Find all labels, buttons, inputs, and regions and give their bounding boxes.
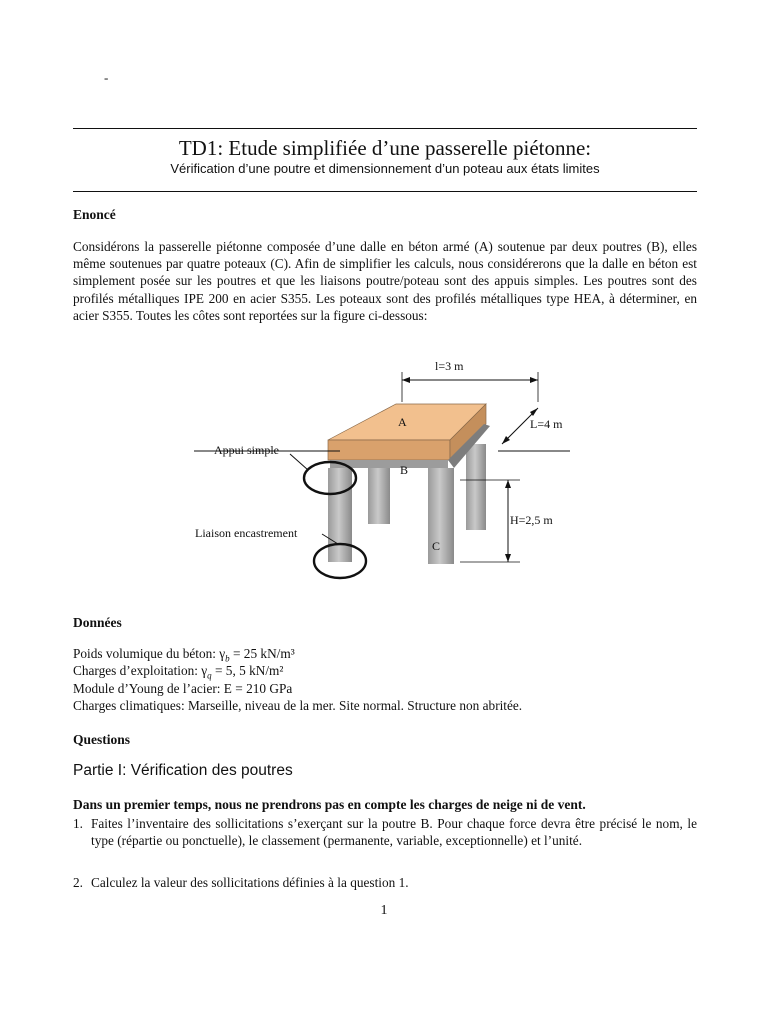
question-item [73, 815, 697, 849]
page-subtitle: Vérification d’une poutre et dimensionnement d’un poteau aux états limites [170, 161, 600, 176]
question-number: 1. [73, 816, 83, 831]
label-c: C [432, 539, 441, 553]
column-front-left [328, 468, 352, 562]
label-appui-simple: Appui simple [214, 443, 279, 457]
enonce-paragraph: Considérons la passerelle piétonne composée d’une dalle en béton armé (A) soutenue par deux poutres (B), elles même soutenues par quatre poteaux (C). Afin de simplifier les calculs, nous considérerons que la dalle en béton est simplement posée sur les poutres et que les liaisons poutre/poteau sont des appuis simples. Les poutres sont des profilés métalliques IPE 200 en acier S355. Les poteaux sont des profilés métalliques type HEA, à déterminer, en acier S355. Toutes les côtes sont reportées sur la figure ci-dessous: [73, 239, 697, 323]
donnees-line-young: Module d’Young de l’acier: E = 210 GPa [73, 681, 293, 696]
donnees-line-exploitation: Charges d’exploitation: $\gamma_q = 5$, 5 kN/m² [73, 663, 284, 681]
questions-heading: Questions [73, 732, 131, 747]
question-number: 2. [73, 875, 83, 890]
donnees-line-climat: Charges climatiques: Marseille, niveau de la mer. Site normal. Structure non abritée. [73, 698, 523, 713]
enonce-heading: Enoncé [73, 207, 116, 222]
column-back-right [466, 444, 486, 530]
top-rule [73, 128, 697, 129]
questions-intro: Dans un premier temps, nous ne prendrons pas en compte les charges de neige ni de vent. [73, 797, 586, 812]
label-H: H=2,5 m [510, 513, 553, 527]
donnees-line-beton: Poids volumique du béton: $\gamma_b = 25$ kN/m³ [73, 646, 295, 664]
slab-side-front [328, 440, 450, 460]
passerelle-figure [190, 352, 580, 582]
label-b: B [400, 463, 409, 477]
label-liaison-encastrement: Liaison encastrement [195, 526, 298, 540]
part-title: Partie I: Vérification des poutres [73, 762, 293, 779]
page-title: TD1: Etude simplifiée d’une passerelle piétonne: [178, 136, 592, 160]
label-a: A [398, 415, 407, 429]
question-text: Faites l’inventaire des sollicitations s’exerçant sur la poutre B. Pour chaque force devra être précisé le nom, le type (répartie ou ponctuelle), le classement (permanente, variable, exceptionnelle) et l’unité. [91, 816, 697, 849]
header-mark: - [104, 70, 109, 85]
question-item [73, 874, 697, 891]
label-L: L=4 m [530, 417, 563, 431]
label-l: l=3 m [435, 359, 464, 373]
page-number: 1 [380, 903, 388, 918]
bottom-rule [73, 191, 697, 192]
donnees-heading: Données [73, 615, 122, 630]
question-text: Calculez la valeur des sollicitations définies à la question 1. [91, 875, 409, 890]
